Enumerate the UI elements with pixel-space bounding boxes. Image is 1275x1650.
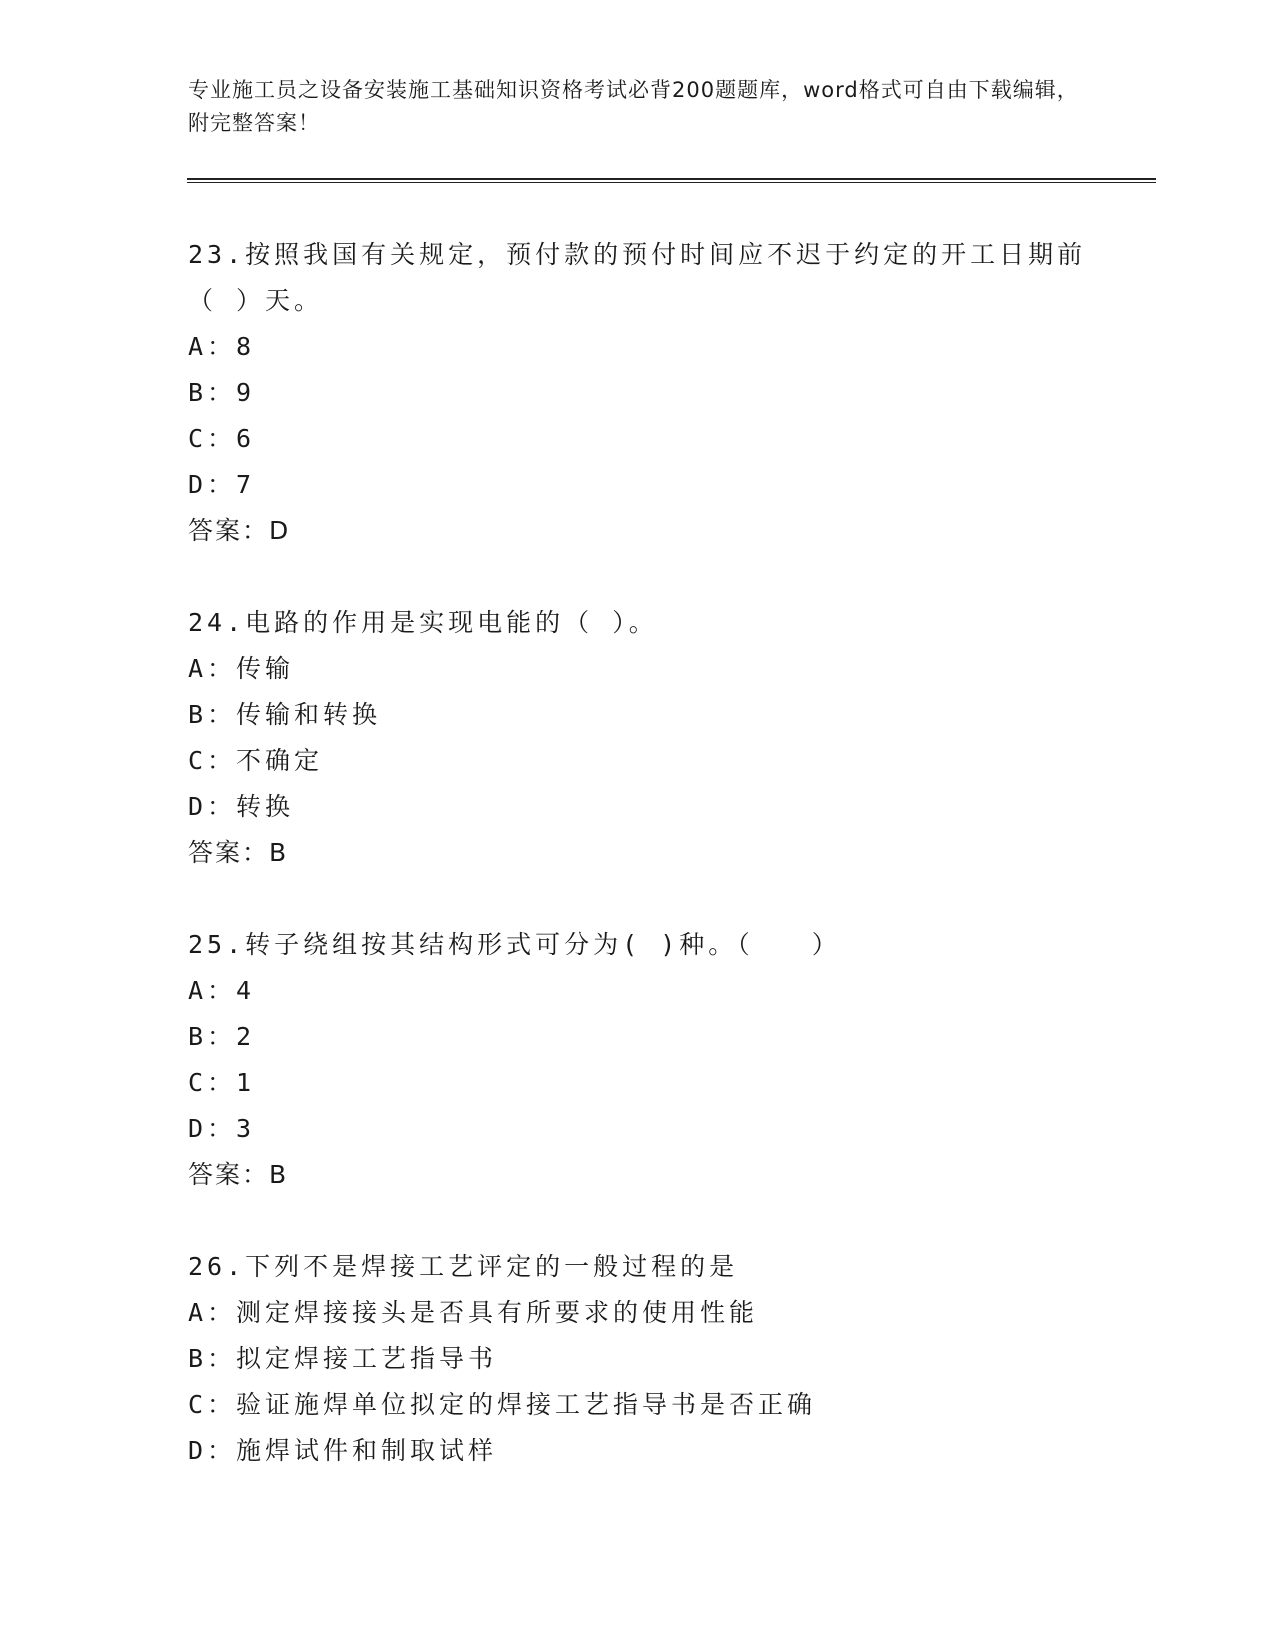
option-a: A：传输: [188, 654, 295, 683]
question-spacer: [188, 876, 1088, 922]
option-c: C：不确定: [188, 746, 324, 775]
option-d: D：3: [188, 1114, 256, 1143]
header-title: 专业施工员之设备安装施工基础知识资格考试必背200题题库，word格式可自由下载编辑，附完整答案！: [188, 78, 1079, 135]
question-list: [188, 232, 1088, 1474]
option-c: C：6: [188, 424, 256, 453]
document-header: [188, 74, 1088, 140]
option-b: B：9: [188, 378, 256, 407]
question-stem: 26.下列不是焊接工艺评定的一般过程的是: [188, 1252, 739, 1281]
option-d: D：转换: [188, 792, 295, 821]
header-divider: [187, 178, 1156, 180]
option-d: D：7: [188, 470, 256, 499]
question-stem: 24.电路的作用是实现电能的（ ）。: [188, 608, 658, 637]
option-b: B：传输和转换: [188, 700, 382, 729]
question-24: [188, 600, 1088, 876]
option-a: A：4: [188, 976, 256, 1005]
option-d: D：施焊试件和制取试样: [188, 1436, 498, 1465]
question-23: [188, 232, 1088, 554]
question-spacer: [188, 1198, 1088, 1244]
question-spacer: [188, 554, 1088, 600]
option-b: B：2: [188, 1022, 256, 1051]
option-a: A：8: [188, 332, 256, 361]
option-b: B：拟定焊接工艺指导书: [188, 1344, 498, 1373]
option-c: C：验证施焊单位拟定的焊接工艺指导书是否正确: [188, 1390, 817, 1419]
option-a: A：测定焊接接头是否具有所要求的使用性能: [188, 1298, 759, 1327]
option-c: C：1: [188, 1068, 256, 1097]
question-stem: 23.按照我国有关规定，预付款的预付时间应不迟于约定的开工日期前（ ）天。: [188, 240, 1087, 315]
question-26: [188, 1244, 1088, 1474]
answer-text: 答案：B: [188, 838, 289, 867]
header-divider-thin: [187, 182, 1156, 183]
question-stem: 25.转子绕组按其结构形式可分为( )种。（ ）: [188, 930, 841, 959]
question-25: [188, 922, 1088, 1198]
answer-text: 答案：D: [188, 516, 291, 545]
answer-text: 答案：B: [188, 1160, 289, 1189]
